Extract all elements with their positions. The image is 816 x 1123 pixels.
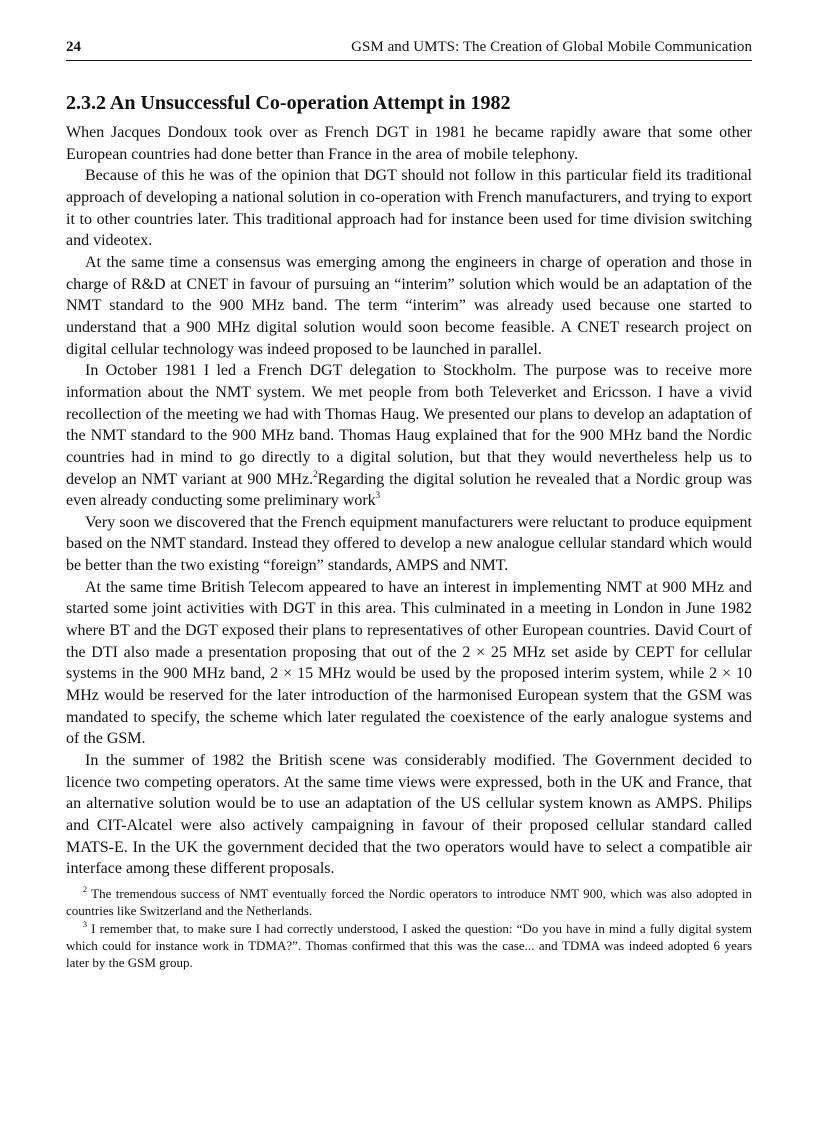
paragraph [66,360,752,512]
footnote-marker: 3 [83,919,87,929]
footnote-3 [66,920,752,972]
paragraph: In the summer of 1982 the British scene was considerably modified. The Government decided to licence two competing operators. At the same time views were expressed, both in the UK and France, that an alternative solution would be to use an adaptation of the US cellular system known as AMPS. Philips and CIT-Alcatel were also actively campaigning in favour of their proposed cellular standard called MATS-E. In the UK the government decided that the two operators would have to select a compatible air interface among these different proposals. [66,752,752,878]
footnote-ref-2[interactable]: 2 [313,468,318,479]
running-title: GSM and UMTS: The Creation of Global Mobile Communication [351,39,752,55]
footnote-ref-3[interactable]: 3 [375,490,381,501]
footnote-2 [66,885,752,920]
body-text [66,122,752,880]
paragraph: At the same time British Telecom appeared to have an interest in implementing NMT at 900 MHz and started some joint activities with DGT in this area. This culminated in a meeting in London in June 1982 where BT and the DGT exposed their plans to representatives of other European countries. David Court of the DTI also made a presentation proposing that out of the 2 × 25 MHz set aside by CEPT for cellular systems in the 900 MHz band, 2 × 15 MHz would be used by the proposed interim system, while 2 × 10 MHz would be reserved for the later introduction of the harmonised European system that the GSM was mandated to specify, the scheme which later regulated the coexistence of the early analogue systems and of the GSM. [66,578,752,748]
paragraph: Because of this he was of the opinion that DGT should not follow in this particular field its traditional approach of developing a national solution in co-operation with French manufacturers, and trying to export it to other countries later. This traditional approach had for instance been used for time division switching and videotex. [66,167,752,250]
paragraph-text: In October 1981 I led a French DGT delegation to Stockholm. The purpose was to receive more information about the NMT system. We met people from both Televerket and Ericsson. I have a vivid recollection of the meeting we had with Thomas Haug. We presented our plans to develop an adaptation of the NMT standard to the 900 MHz band. Thomas Haug explained that for the 900 MHz band the Nordic countries had in mind to go directly to a digital solution, but that they would nevertheless help us to develop an NMT variant at 900 MHz. [66,362,752,488]
paragraph: At the same time a consensus was emerging among the engineers in charge of operation and those in charge of R&D at CNET in favour of pursuing an “interim” solution which would be an adaptation of the NMT standard to the 900 MHz band. The term “interim” was already used because one started to understand that a 900 MHz digital solution would soon become feasible. A CNET research project on digital cellular technology was indeed proposed to be launched in parallel. [66,253,752,358]
footnote-marker: 2 [83,884,87,894]
section-heading: 2.3.2 An Unsuccessful Co-operation Attempt in 1982 [66,92,511,114]
paragraph: When Jacques Dondoux took over as French DGT in 1981 he became rapidly aware that some other European countries had done better than France in the area of mobile telephony. [66,124,752,163]
paragraph-text: Regarding the digital solution he revealed that a Nordic group was even already conducting some preliminary work [66,470,752,510]
page-number: 24 [66,39,81,55]
running-header [66,38,752,61]
footnote-text: The tremendous success of NMT eventually forced the Nordic operators to introduce NMT 900, which was also adopted in countries like Switzerland and the Netherlands. [66,885,752,919]
paragraph: Very soon we discovered that the French equipment manufacturers were reluctant to produce equipment based on the NMT standard. Instead they offered to develop a new analogue cellular standard which would be better than the two existing “foreign” standards, AMPS and NMT. [66,513,752,575]
footnotes [66,885,752,971]
footnote-text: I remember that, to make sure I had correctly understood, I asked the question: “Do you have in mind a fully digital system which could for instance work in TDMA?”. Thomas confirmed that this was the case... and TDMA was indeed adopted 6 years later by the GSM group. [66,920,752,971]
book-page [66,38,752,971]
